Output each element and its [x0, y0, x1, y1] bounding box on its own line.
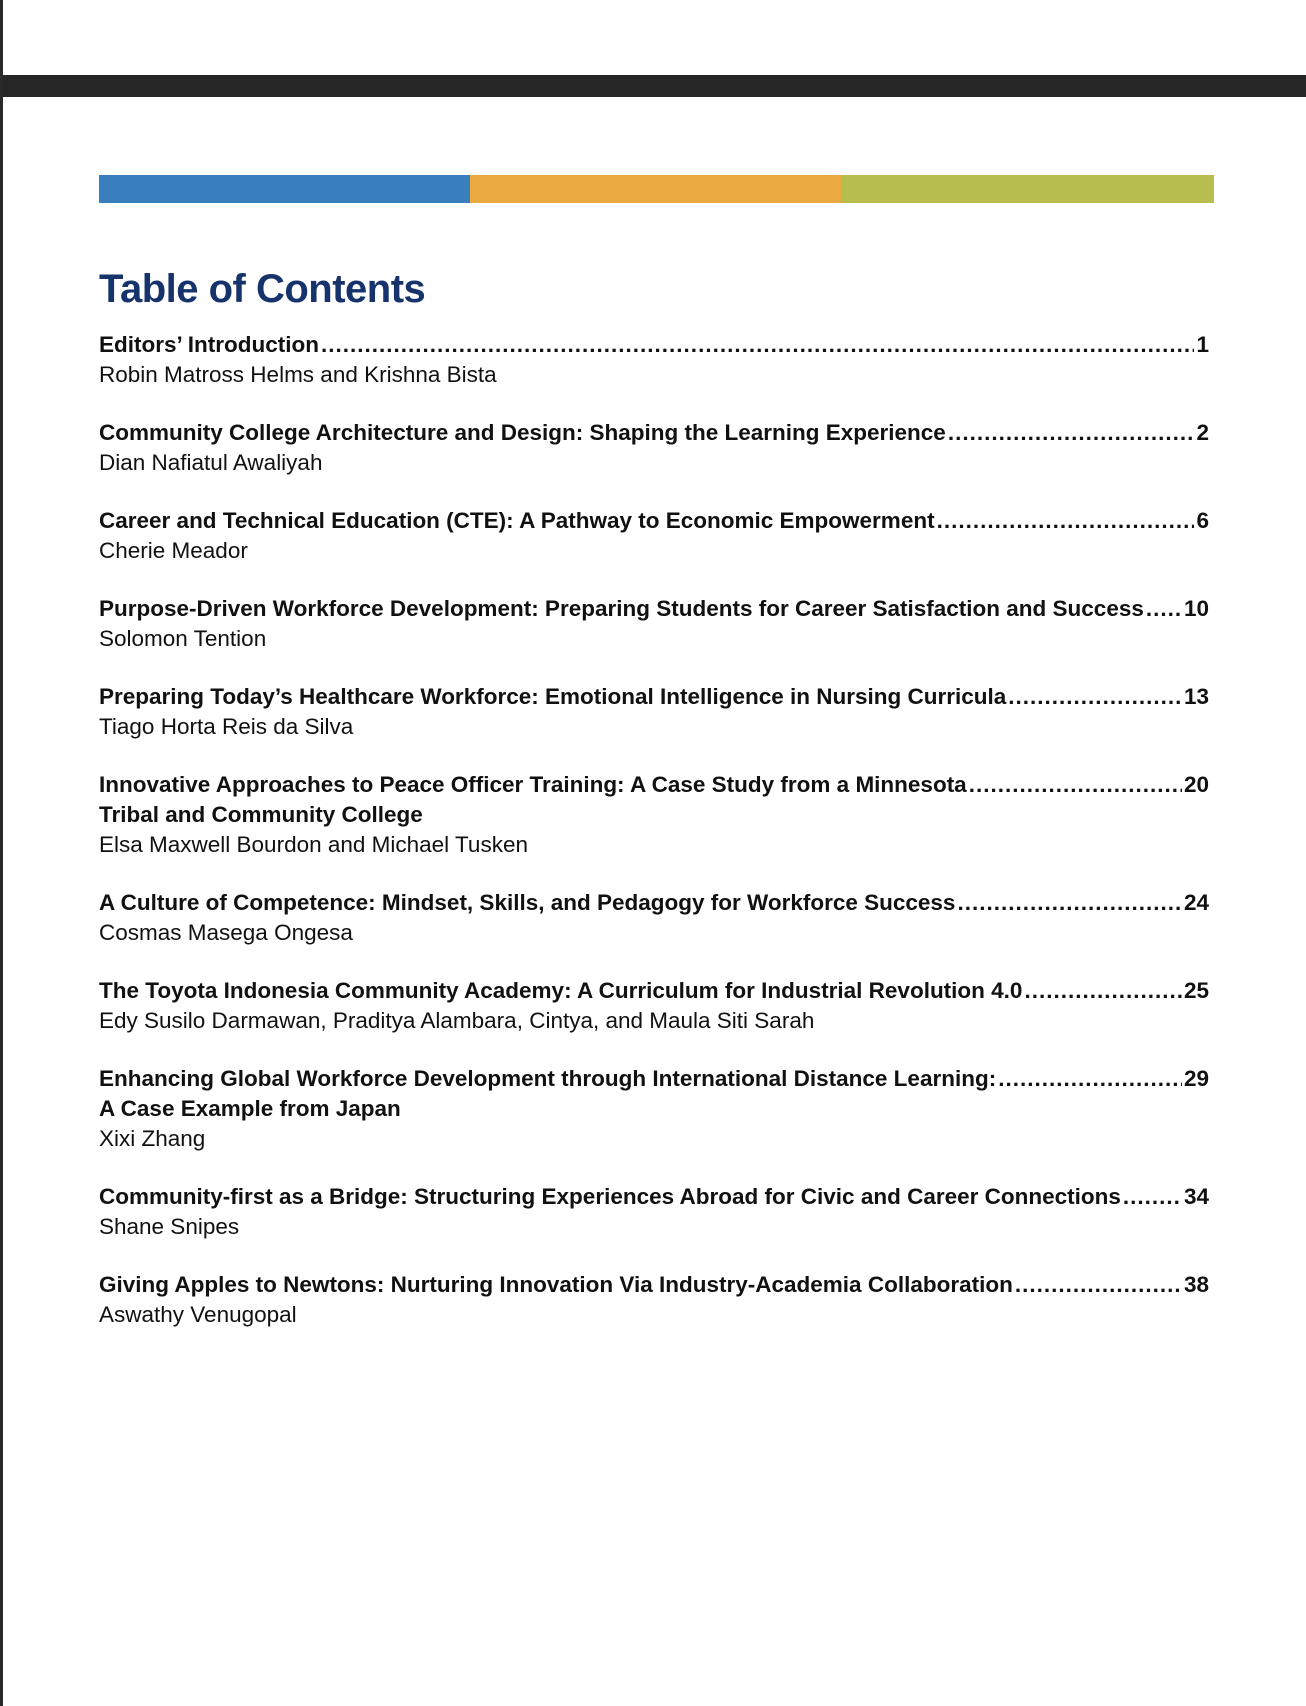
dot-leader — [969, 770, 1182, 800]
toc-page-number[interactable]: 2 — [1196, 420, 1209, 445]
toc-entry — [99, 682, 1209, 742]
viewer-top-bar — [3, 75, 1306, 97]
toc-page-number[interactable]: 1 — [1196, 332, 1209, 357]
toc-entry-author: Tiago Horta Reis da Silva — [99, 714, 354, 739]
page-left-border — [0, 0, 3, 1706]
toc-entry-author: Shane Snipes — [99, 1214, 240, 1239]
toc-entry — [99, 1270, 1209, 1330]
dot-leader — [998, 1064, 1182, 1094]
toc-page-number[interactable]: 38 — [1183, 1272, 1209, 1297]
page-title: Table of Contents — [99, 267, 426, 311]
toc-entry-author: Aswathy Venugopal — [99, 1302, 297, 1327]
toc-entry-title[interactable]: Enhancing Global Workforce Development through International Distance Learning: — [99, 1066, 997, 1091]
toc-page-number[interactable]: 20 — [1183, 772, 1209, 797]
toc-entry-author: Solomon Tention — [99, 626, 267, 651]
toc-entry — [99, 506, 1209, 566]
toc-entry — [99, 418, 1209, 478]
toc-page-number[interactable]: 6 — [1196, 508, 1209, 533]
dot-leader — [1123, 1182, 1182, 1212]
toc-entry-title[interactable]: Purpose-Driven Workforce Development: Preparing Students for Career Satisfaction and Success — [99, 596, 1144, 621]
dot-leader — [957, 888, 1182, 918]
toc-entry — [99, 770, 1209, 860]
toc-entry-title[interactable]: Innovative Approaches to Peace Officer Training: A Case Study from a Minnesota — [99, 772, 967, 797]
toc-list — [99, 330, 1209, 1358]
toc-entry-title-continued[interactable]: A Case Example from Japan — [99, 1096, 401, 1121]
toc-page-number[interactable]: 25 — [1183, 978, 1209, 1003]
toc-entry — [99, 976, 1209, 1036]
toc-entry-title[interactable]: The Toyota Indonesia Community Academy: A Curriculum for Industrial Revolution 4.0 — [99, 978, 1023, 1003]
toc-entry — [99, 1064, 1209, 1154]
toc-entry-title[interactable]: Community-first as a Bridge: Structuring Experiences Abroad for Civic and Career Connections — [99, 1184, 1121, 1209]
toc-page-number[interactable]: 13 — [1183, 684, 1209, 709]
toc-entry-title[interactable]: Giving Apples to Newtons: Nurturing Innovation Via Industry-Academia Collaboration — [99, 1272, 1013, 1297]
toc-page-number[interactable]: 24 — [1183, 890, 1209, 915]
stripe-orange — [470, 175, 841, 203]
toc-entry — [99, 594, 1209, 654]
toc-page-number[interactable]: 10 — [1183, 596, 1209, 621]
toc-entry-author: Robin Matross Helms and Krishna Bista — [99, 362, 497, 387]
toc-entry-author: Xixi Zhang — [99, 1126, 206, 1151]
toc-entry-title[interactable]: Preparing Today’s Healthcare Workforce: Emotional Intelligence in Nursing Curricula — [99, 684, 1007, 709]
dot-leader — [1008, 682, 1182, 712]
toc-page-number[interactable]: 29 — [1183, 1066, 1209, 1091]
color-stripe — [99, 175, 1214, 203]
toc-entry — [99, 330, 1209, 390]
toc-entry-author: Edy Susilo Darmawan, Praditya Alambara, Cintya, and Maula Siti Sarah — [99, 1008, 815, 1033]
dot-leader — [937, 506, 1195, 536]
toc-entry-title[interactable]: Editors’ Introduction — [99, 332, 319, 357]
toc-entry — [99, 1182, 1209, 1242]
toc-entry-author: Cosmas Masega Ongesa — [99, 920, 353, 945]
dot-leader — [1015, 1270, 1182, 1300]
toc-entry-title-continued[interactable]: Tribal and Community College — [99, 802, 423, 827]
toc-entry-title[interactable]: Community College Architecture and Design: Shaping the Learning Experience — [99, 420, 946, 445]
dot-leader — [948, 418, 1195, 448]
toc-page-number[interactable]: 34 — [1183, 1184, 1209, 1209]
toc-entry-title[interactable]: Career and Technical Education (CTE): A Pathway to Economic Empowerment — [99, 508, 935, 533]
stripe-blue — [99, 175, 470, 203]
stripe-green — [841, 175, 1214, 203]
toc-entry — [99, 888, 1209, 948]
dot-leader — [1024, 976, 1182, 1006]
toc-entry-author: Cherie Meador — [99, 538, 248, 563]
toc-entry-author: Dian Nafiatul Awaliyah — [99, 450, 323, 475]
toc-entry-title[interactable]: A Culture of Competence: Mindset, Skills, and Pedagogy for Workforce Success — [99, 890, 956, 915]
dot-leader — [321, 330, 1194, 360]
dot-leader — [1146, 594, 1182, 624]
toc-entry-author: Elsa Maxwell Bourdon and Michael Tusken — [99, 832, 528, 857]
